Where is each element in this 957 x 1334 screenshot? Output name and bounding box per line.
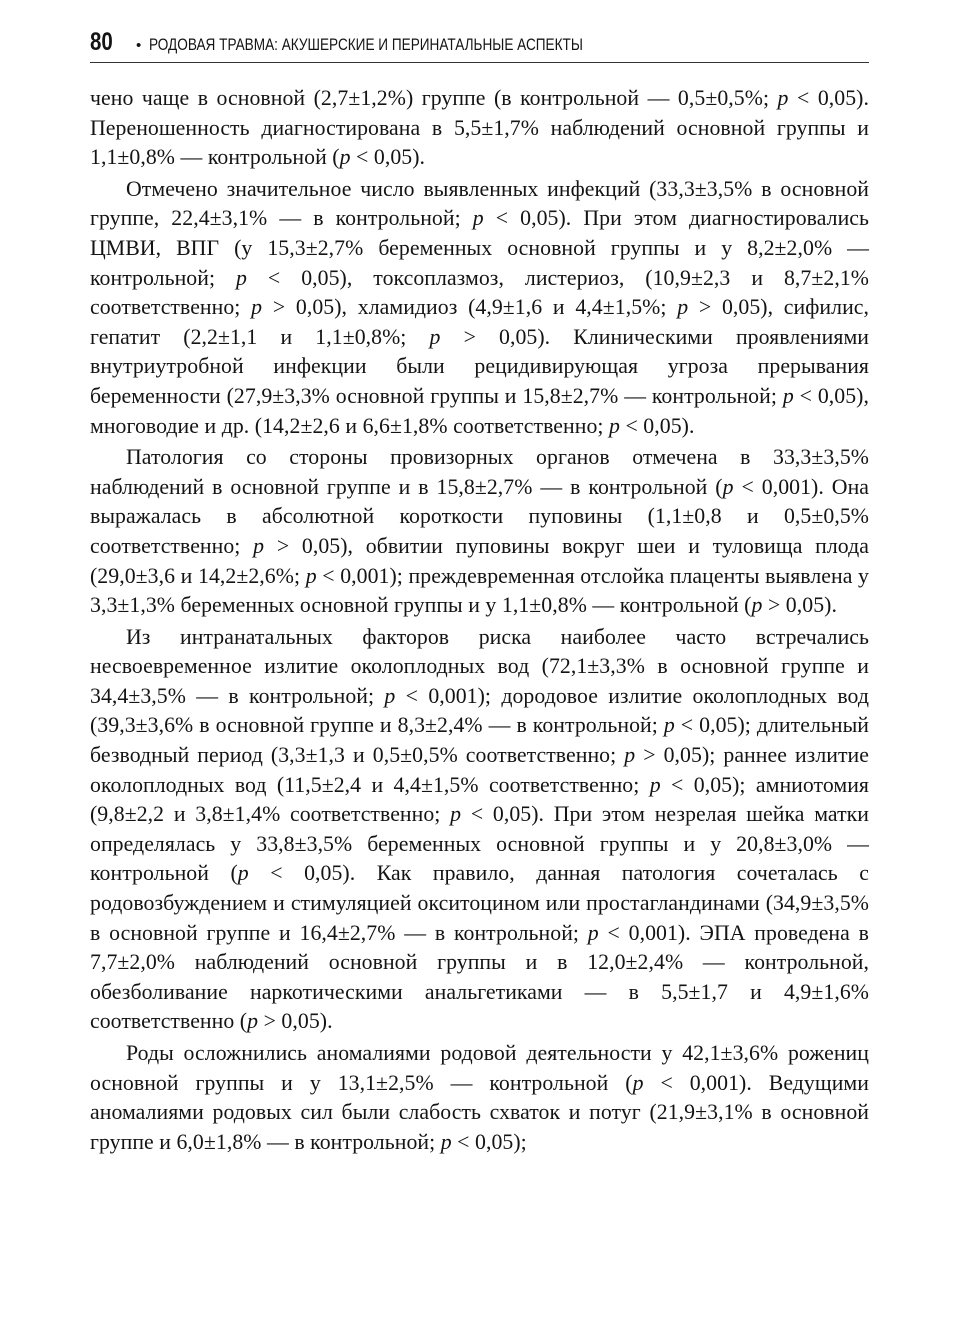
paragraph-infections: Отмечено значительное число выявленных инфекций (33,3±3,5% в основной группе, 22,4±3,1% — в контрольной; p < 0,05). При этом диагностировались ЦМВИ, ВПГ (у 15,3±2,7% беременных основной группы и у 8,2±2,0% — контрольной; p < 0,05), токсоплазмоз, листериоз, (10,9±2,3 и 8,7±2,1% соответственно; p > 0,05), хламидиоз (4,9±1,6 и 4,4±1,5%; p > 0,05), сифилис, гепатит (2,2±1,1 и 1,1±0,8%; p > 0,05). Клиническими проявлениями внутриутробной инфекции были рецидивирующая угроза прерывания беременности (27,9±3,3% основной группы и 15,8±2,7% — контрольной; p < 0,05), многоводие и др. (14,2±2,6 и 6,6±1,8% соответственно; p < 0,05). (90, 176, 870, 438)
running-header (90, 28, 869, 58)
header-bullet: • (136, 37, 142, 54)
page-number: 80 (90, 28, 113, 56)
paragraph-provisional-organs: Патология со стороны провизорных органов отмечена в 33,3±3,5% наблюдений в основной группе и в 15,8±2,7% — в контрольной (p < 0,001). Она выражалась в абсолютной короткости пуповины (1,1±0,8 и 0,5±0,5% соответственно; p > 0,05), обвитии пуповины вокруг шеи и туловища плода (29,0±3,6 и 14,2±2,6%; p < 0,001); преждевременная отслойка плаценты выявлена у 3,3±1,3% беременных основной группы и у 1,1±0,8% — контрольной (p > 0,05). (90, 445, 870, 618)
paragraph-labor-anomalies: Роды осложнились аномалиями родовой деятельности у 42,1±3,6% рожениц основной группы и у 13,1±2,5% — контрольной (p < 0,001). Ведущими аномалиями родовых сил были слабость схваток и потуг (21,9±3,1% в основной группе и 6,0±1,8% — в контрольной; p < 0,05); (90, 1041, 869, 1154)
running-title: РОДОВАЯ ТРАВМА: АКУШЕРСКИЕ И ПЕРИНАТАЛЬНЫЕ АСПЕКТЫ (149, 35, 584, 54)
header-divider (90, 62, 869, 63)
paragraph-continuation: чено чаще в основной (2,7±1,2%) группе (в контрольной — 0,5±0,5%; p < 0,05). Переношенность диагностирована в 5,5±1,7% наблюдений основной группы и 1,1±0,8% — контрольной (p < 0,05). (90, 86, 869, 170)
paragraph-intranatal-factors: Из интранатальных факторов риска наиболее часто встречались несвоевременное излитие околоплодных вод (72,1±3,3% в основной группе и 34,4±3,5% — в контрольной; p < 0,001); дородовое излитие околоплодных вод (39,3±3,6% в основной группе и 8,3±2,4% — в контрольной; p < 0,05); длительный безводный период (3,3±1,3 и 0,5±0,5% соответственно; p > 0,05); раннее излитие околоплодных вод (11,5±2,4 и 4,4±1,5% соответственно; p < 0,05); амниотомия (9,8±2,2 и 3,8±1,4% соответственно; p < 0,05). При этом незрелая шейка матки определялась у 33,8±3,5% беременных основной группы и у 20,8±3,0% — контрольной (p < 0,05). Как правило, данная патология сочеталась с родовозбуждением и стимуляцией окситоцином или простагландинами (34,9±3,5% в основной группе и 16,4±2,7% — в контрольной; p < 0,001). ЭПА проведена в 7,7±2,0% наблюдений основной группы и в 12,0±2,4% — контрольной, обезболивание наркотическими анальгетиками — в 5,5±1,7 и 4,9±1,6% соответственно (p > 0,05). (90, 624, 870, 1034)
body-text (90, 84, 869, 1157)
book-page (90, 28, 869, 1157)
